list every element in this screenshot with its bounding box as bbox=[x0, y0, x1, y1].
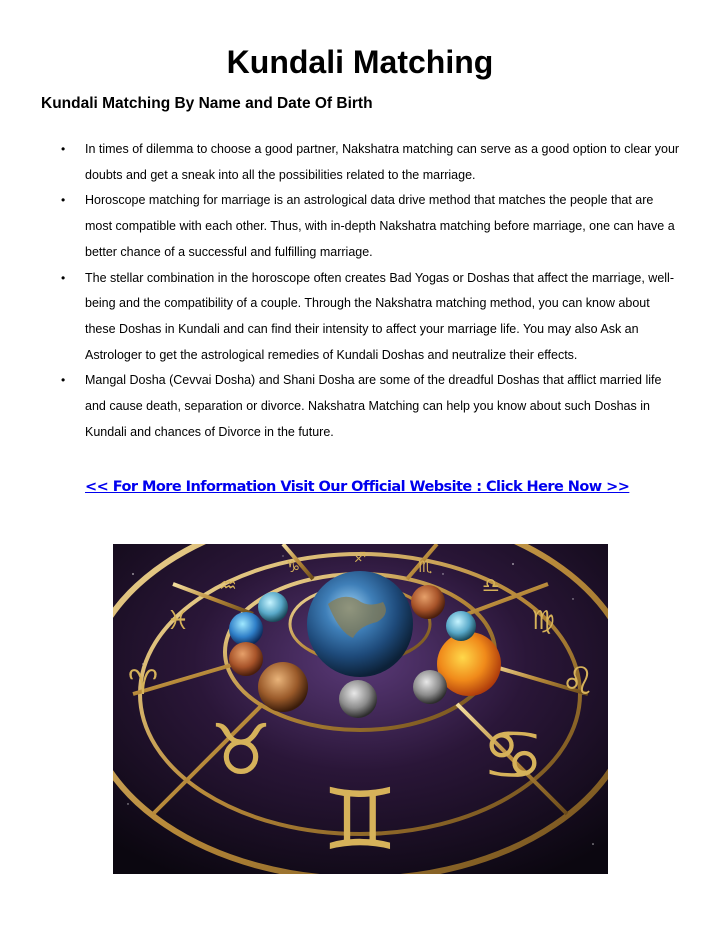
zodiac-glyph-icon: ♑ bbox=[285, 557, 301, 576]
zodiac-glyph-icon: ♎ bbox=[482, 573, 500, 597]
zodiac-glyph-icon: ♈ bbox=[127, 663, 159, 703]
bullet-text: Horoscope matching for marriage is an astrological data drive method that matches the people that are most compatible with each other. Thus, with in-depth Nakshatra matching before marriage, one can have a better chance of a successful and fulfilling marriage. bbox=[85, 193, 675, 259]
mercury-planet-icon bbox=[413, 670, 447, 704]
zodiac-glyph-icon: ♐ bbox=[353, 550, 367, 566]
bullet-glyph: • bbox=[61, 142, 66, 156]
zodiac-glyph-icon: ♊ bbox=[321, 771, 399, 870]
zodiac-planets-image bbox=[113, 544, 608, 874]
zodiac-glyph-icon: ♋ bbox=[481, 714, 545, 796]
moon-icon bbox=[339, 680, 377, 718]
bullet-item bbox=[0, 188, 720, 265]
zodiac-glyph-icon: ♍ bbox=[531, 606, 555, 636]
bullet-text: Mangal Dosha (Cevvai Dosha) and Shani Dosha are some of the dreadful Doshas that afflict married life and cause death, separation or divorce. Nakshatra Matching can help you know about such Doshas in Kundali and chances of Divorce in the future. bbox=[85, 373, 662, 439]
bullet-list bbox=[0, 137, 720, 445]
page-title: Kundali Matching bbox=[226, 44, 494, 80]
zodiac-glyph-icon: ♌ bbox=[560, 659, 596, 703]
venus-planet-icon bbox=[229, 642, 263, 676]
mars-planet-icon bbox=[411, 585, 445, 619]
bullet-glyph: • bbox=[61, 193, 66, 208]
zodiac-glyph-icon: ♉ bbox=[209, 709, 273, 791]
uranus-planet-icon bbox=[446, 611, 476, 641]
bullet-item bbox=[0, 368, 720, 445]
zodiac-glyph-icon: ♏ bbox=[417, 557, 433, 576]
zodiac-glyph-icon: ♒ bbox=[219, 573, 237, 597]
zodiac-glyph-icon: ♓ bbox=[166, 606, 190, 636]
bullet-item bbox=[0, 266, 720, 369]
bullet-text: The stellar combination in the horoscope often creates Bad Yogas or Doshas that affect the marriage, well-being and the compatibility of a couple. Through the Nakshatra matching method, you can know about these Doshas in Kundali and can find their intensity to affect your marriage life. You may also Ask an Astrologer to get the astrological remedies of Kundali Doshas and neutralize their effects. bbox=[85, 270, 674, 362]
bullet-item bbox=[0, 137, 720, 188]
bullet-glyph: • bbox=[61, 270, 66, 285]
official-website-link[interactable]: << For More Information Visit Our Official Website : Click Here Now >> bbox=[85, 479, 630, 495]
neptune-planet-icon bbox=[229, 612, 263, 646]
page-subtitle: Kundali Matching By Name and Date Of Birth bbox=[41, 95, 373, 112]
bullet-text: In times of dilemma to choose a good partner, Nakshatra matching can serve as a good option to clear your doubts and get a sneak into all the possibilities related to the marriage. bbox=[85, 142, 680, 182]
bullet-glyph: • bbox=[61, 373, 66, 388]
uranus-planet-icon bbox=[258, 592, 288, 622]
jupiter-planet-icon bbox=[258, 662, 308, 712]
